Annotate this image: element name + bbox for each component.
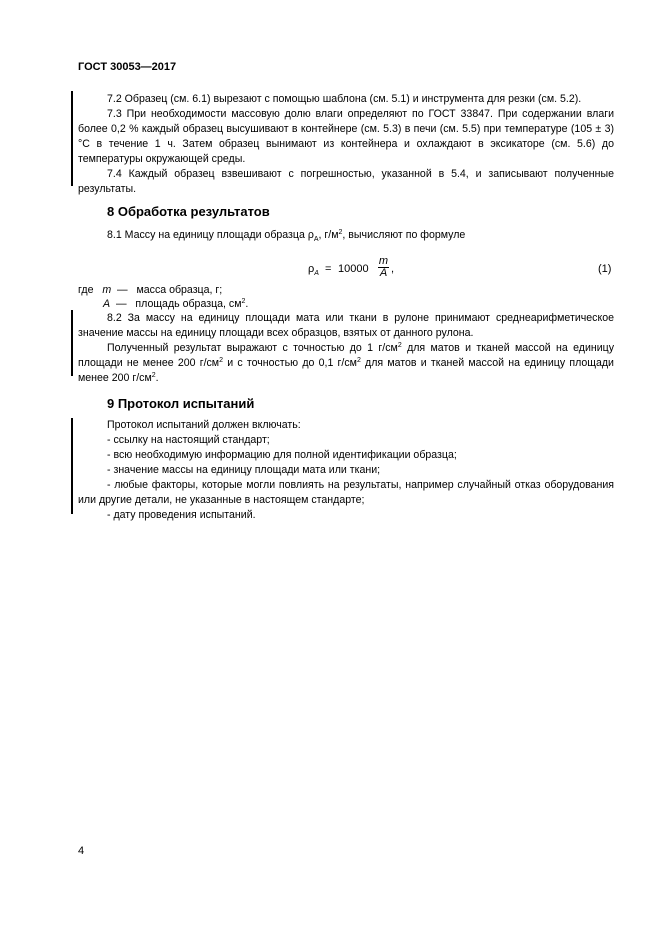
change-bar [71,91,73,186]
formula-coefficient: 10000 [338,263,369,275]
paragraph-8-1: 8.1 Массу на единицу площади образца $\rho_A$, $г/м^2$, вычисляют по формуле [107,229,466,244]
formula-equals: = [325,263,332,275]
equation-number: (1) [598,263,612,275]
where-a: A — площадь образца, $см^2$. [103,298,249,310]
where-m: где m — масса образца, г; [78,284,223,296]
protocol-list [78,418,614,523]
list-item: - дату проведения испытаний. [107,509,256,521]
section-9-title: 9 Протокол испытаний [107,396,255,411]
formula-denominator: A [379,267,388,279]
list-item: Протокол испытаний должен включать: [107,419,301,431]
formula-numerator: m [378,255,389,267]
paragraph-7-2: 7.2 Образец (см. 6.1) вырезают с помощью шаблона (см. 5.1) и инструмента для резки (см. 5.2). [107,93,582,105]
document-header: ГОСТ 30053—2017 [78,61,177,73]
formula-fraction [378,256,389,279]
page-number: 4 [78,845,85,857]
list-item: - значение массы на единицу площади мата или ткани; [107,464,381,476]
formula-rho: $\rho_A$ [308,263,319,278]
list-item: - ссылку на настоящий стандарт; [107,434,270,446]
list-item: - любые факторы, которые могли повлиять на результаты, например случайный отказ оборудования или другие детали, не указанные в настоящем стандарте; [78,479,614,506]
paragraph-7-3: 7.3 При необходимости массовую долю влаги определяют по ГОСТ 33847. При содержании влаги более 0,2 % каждый образец высушивают в контейнере (см. 5.3) в печи (см. 5.5) при температуре (105 ± 3) °С в течение 1 ч. Затем образец вынимают из контейнера и охлаждают в эксикаторе (см. 5.6) до температуры окружающей среды. [78,108,614,165]
list-item: - всю необходимую информацию для полной идентификации образца; [107,449,457,461]
paragraph-8-2-precision: Полученный результат выражают с точностью до 1 $г/см^2$ для матов и тканей массой на единицу площади не менее 200 $г/см^2$ и с точностью до 0,1 $г/см^2$ для матов и тканей массой на единицу площади менее 200 $г/см^2$. [78,342,614,384]
change-bar [71,310,73,376]
section-7-text [78,92,614,197]
paragraph-8-2: 8.2 За массу на единицу площади мата или ткани в рулоне принимают среднеарифметическое значение массы на единицу площади всех образцов, взятых от данного рулона. Полученный результат выражают с точностью до 1 $г/см^2$ для матов и тканей массой на единицу площади не менее 200 $г/см^2$ и с точностью до 0,1 $г/см^2$ для матов и тканей массой на единицу площади менее 200 $г/см^2$. [78,312,614,384]
section-8-title: 8 Обработка результатов [107,204,270,219]
paragraph-7-4: 7.4 Каждый образец взвешивают с погрешностью, указанной в 5.4, и записывают полученные результаты. [78,168,614,195]
change-bar [71,418,73,514]
